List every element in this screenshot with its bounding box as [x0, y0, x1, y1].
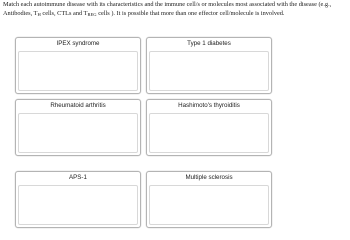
th-subscript: H: [37, 11, 41, 17]
match-card-hashimotos-thyroiditis: [146, 99, 272, 156]
instructions-text-3: cells ). It is possible that more than one effector cell/molecule is involved.: [96, 9, 285, 17]
question-instructions: [3, 1, 347, 18]
drop-zone[interactable]: [149, 185, 269, 225]
card-title: IPEX syndrome: [56, 40, 100, 47]
treg-subscript: REG: [87, 11, 97, 17]
card-title: APS-1: [69, 174, 87, 181]
match-card-rheumatoid-arthritis: [15, 99, 141, 156]
card-title: Hashimoto's thyroiditis: [178, 102, 240, 109]
card-title: Rheumatoid arthritis: [50, 102, 106, 109]
match-card-multiple-sclerosis: [146, 171, 272, 228]
drop-zone[interactable]: [149, 51, 269, 91]
drop-zone[interactable]: [18, 113, 138, 153]
card-title: Type 1 diabetes: [187, 40, 231, 47]
match-card-aps-1: [15, 171, 141, 228]
instructions-text-1: Match each autoimmune disease with its characteristics and the immune cell/s or molecules most associated with the disease (e.g., Antibodies, T: [3, 1, 332, 17]
match-card-ipex-syndrome: [15, 37, 141, 94]
drop-zone[interactable]: [18, 51, 138, 91]
drop-zone[interactable]: [149, 113, 269, 153]
instructions-text-2: cells, CTLs and T: [40, 9, 88, 17]
card-title: Multiple sclerosis: [185, 174, 233, 181]
match-card-type-1-diabetes: [146, 37, 272, 94]
drop-zone[interactable]: [18, 185, 138, 225]
